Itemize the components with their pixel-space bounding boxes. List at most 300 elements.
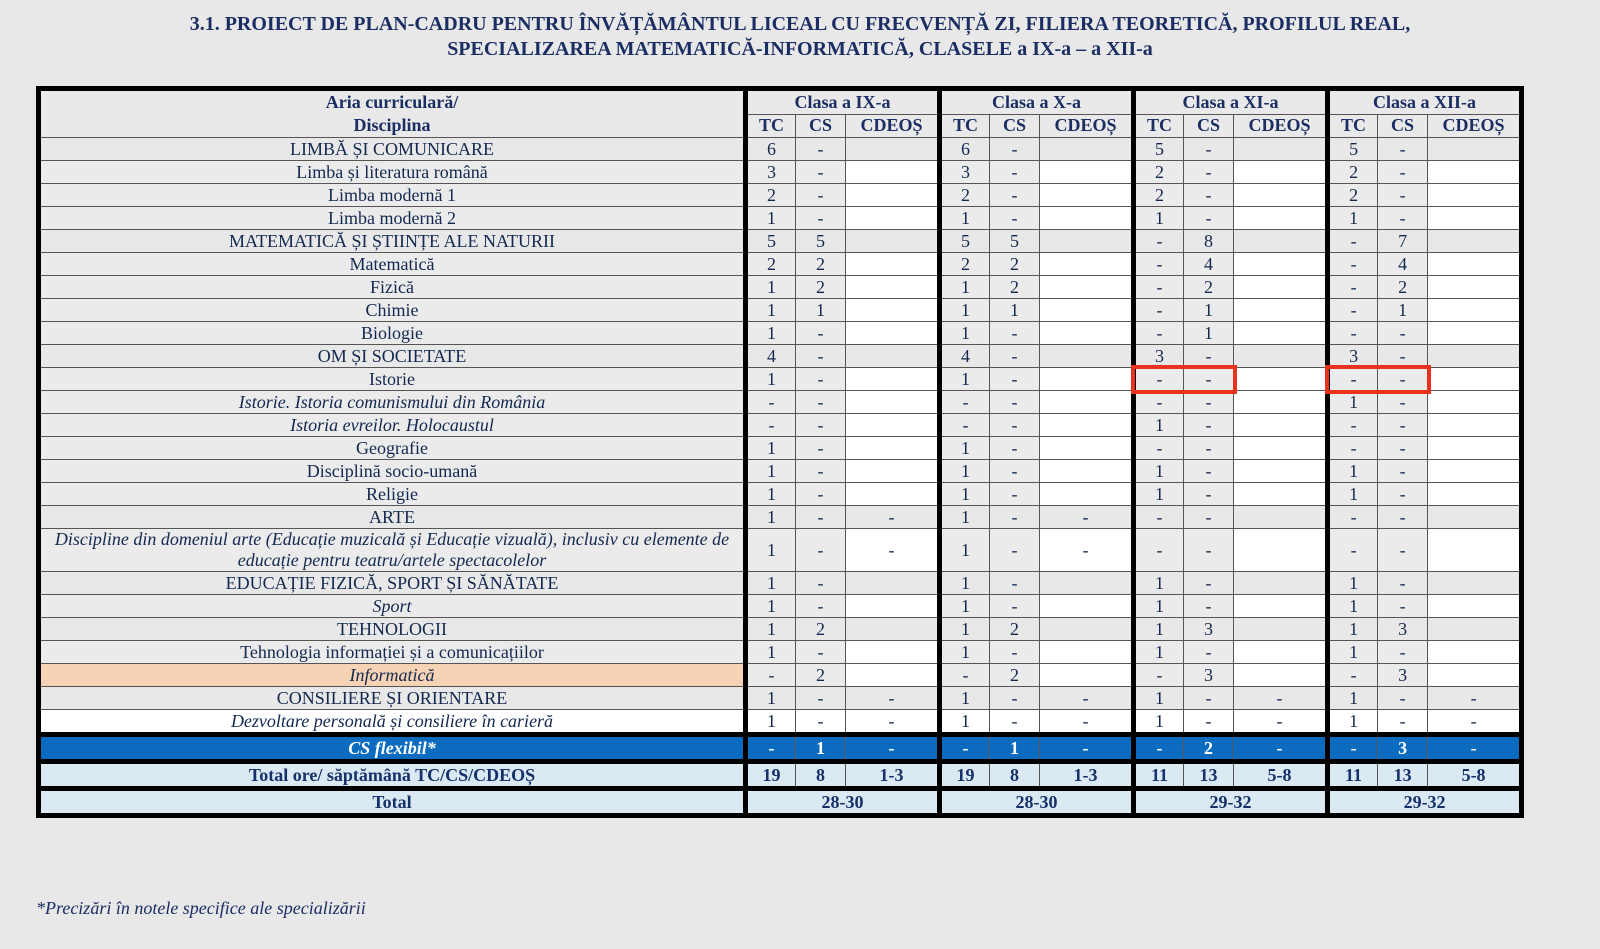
total-label: Total — [39, 789, 746, 816]
cell-cs: 8 — [990, 762, 1040, 789]
cell-cdeos: - — [1234, 735, 1328, 762]
cell-tc: 2 — [1134, 161, 1184, 184]
cell-cdeos — [1234, 207, 1328, 230]
cell-cs: - — [1184, 483, 1234, 506]
cell-tc: - — [940, 735, 990, 762]
row-label: CS flexibil* — [39, 735, 746, 762]
cell-cdeos — [846, 345, 940, 368]
class-header-xi: Clasa a XI-a — [1134, 89, 1328, 115]
cell-tc: - — [746, 735, 796, 762]
cell-tc: 1 — [1328, 641, 1378, 664]
row-label: Limba modernă 1 — [39, 184, 746, 207]
cell-cs: - — [796, 368, 846, 391]
row-label: EDUCAȚIE FIZICĂ, SPORT ȘI SĂNĂTATE — [39, 572, 746, 595]
cell-cs: - — [1184, 161, 1234, 184]
cell-cdeos — [1040, 184, 1134, 207]
cell-cdeos — [1040, 391, 1134, 414]
row-label: Fizică — [39, 276, 746, 299]
cell-cdeos — [1234, 184, 1328, 207]
cell-cdeos: - — [1234, 687, 1328, 710]
cell-tc: 1 — [1328, 595, 1378, 618]
sub-header-cs: CS — [796, 114, 846, 137]
cell-cs: 1 — [990, 735, 1040, 762]
cell-cdeos — [846, 391, 940, 414]
row-label: Istorie. Istoria comunismului din România — [39, 391, 746, 414]
cell-tc: 1 — [1134, 414, 1184, 437]
cell-cdeos — [1428, 664, 1522, 687]
cell-cs: - — [1378, 641, 1428, 664]
cell-tc: 1 — [940, 687, 990, 710]
cell-cs: 1 — [1184, 299, 1234, 322]
discipline-row — [39, 460, 1522, 483]
total-row — [39, 789, 1522, 816]
cell-cs: - — [1378, 414, 1428, 437]
cell-cdeos — [1428, 184, 1522, 207]
cell-cs: - — [1184, 595, 1234, 618]
cell-cdeos — [1428, 230, 1522, 253]
cell-cs: 2 — [1184, 276, 1234, 299]
sub-header-cdeos: CDEOȘ — [846, 114, 940, 137]
row-label: Discipline din domeniul arte (Educație muzicală și Educație vizuală), inclusiv cu elemente de educație pentru teatru/artele spectacolelor — [39, 529, 746, 572]
cell-tc: - — [1134, 368, 1184, 391]
cell-cs: - — [1378, 184, 1428, 207]
cell-cdeos: - — [1040, 710, 1134, 735]
discipline-row — [39, 664, 1522, 687]
cell-tc: - — [940, 664, 990, 687]
cell-cs: - — [990, 710, 1040, 735]
cell-tc: 1 — [1134, 618, 1184, 641]
cell-tc: 1 — [940, 618, 990, 641]
cell-cdeos: 5-8 — [1234, 762, 1328, 789]
total-xii: 29-32 — [1328, 789, 1522, 816]
cell-tc: 1 — [1328, 460, 1378, 483]
cell-cdeos — [1040, 253, 1134, 276]
cell-cs: 2 — [990, 253, 1040, 276]
cell-cdeos — [846, 322, 940, 345]
cell-cs: - — [1184, 641, 1234, 664]
cell-cdeos — [1040, 230, 1134, 253]
cell-tc: - — [746, 391, 796, 414]
cell-cs: - — [1184, 437, 1234, 460]
cell-tc: 1 — [1134, 710, 1184, 735]
cell-cdeos — [1234, 506, 1328, 529]
cell-cs: 3 — [1378, 664, 1428, 687]
cell-cdeos — [1234, 391, 1328, 414]
cell-cdeos — [1234, 529, 1328, 572]
cell-cs: 2 — [1184, 735, 1234, 762]
footnote: *Precizări în notele specifice ale specializării — [36, 898, 366, 918]
cell-cdeos — [1040, 322, 1134, 345]
sub-header-tc: TC — [940, 114, 990, 137]
discipline-row — [39, 207, 1522, 230]
cell-tc: - — [940, 391, 990, 414]
cell-cs: - — [1378, 345, 1428, 368]
cell-tc: - — [1328, 230, 1378, 253]
total-xi: 29-32 — [1134, 789, 1328, 816]
cell-cdeos — [1428, 368, 1522, 391]
cell-tc: - — [1134, 437, 1184, 460]
cell-cdeos — [1428, 161, 1522, 184]
cell-tc: - — [1134, 735, 1184, 762]
cell-cs: - — [1378, 529, 1428, 572]
cell-cdeos — [1234, 572, 1328, 595]
cell-cdeos — [1428, 572, 1522, 595]
cell-cdeos — [846, 437, 940, 460]
cell-cs: - — [1184, 345, 1234, 368]
cell-cs: - — [1378, 460, 1428, 483]
cs-flexibil-row — [39, 735, 1522, 762]
cell-cs: 2 — [796, 276, 846, 299]
cell-cdeos — [1040, 414, 1134, 437]
cell-cs: - — [990, 595, 1040, 618]
cell-cs: - — [1184, 529, 1234, 572]
cell-cs: - — [796, 595, 846, 618]
cell-cdeos: - — [846, 710, 940, 735]
sub-header-cdeos: CDEOȘ — [1040, 114, 1134, 137]
area-header — [39, 89, 746, 138]
cell-cdeos — [1040, 595, 1134, 618]
cell-cs: - — [1378, 710, 1428, 735]
row-label: Disciplină socio-umană — [39, 460, 746, 483]
cell-cdeos — [846, 184, 940, 207]
cell-cs: - — [1378, 138, 1428, 161]
sub-header-cs: CS — [1378, 114, 1428, 137]
cell-cs: - — [1378, 687, 1428, 710]
cell-cs: 2 — [1378, 276, 1428, 299]
cell-cs: - — [990, 572, 1040, 595]
cell-tc: 1 — [940, 595, 990, 618]
cell-cs: - — [1378, 322, 1428, 345]
cell-cdeos — [846, 161, 940, 184]
cell-tc: - — [1328, 299, 1378, 322]
cell-cdeos — [1234, 460, 1328, 483]
cell-cs: 1 — [796, 299, 846, 322]
cell-cs: - — [796, 572, 846, 595]
discipline-row — [39, 299, 1522, 322]
cell-cdeos — [1428, 391, 1522, 414]
cell-cdeos — [1428, 322, 1522, 345]
cell-cdeos — [1040, 572, 1134, 595]
cell-cdeos — [846, 641, 940, 664]
cell-cdeos — [1234, 414, 1328, 437]
cell-tc: - — [1328, 368, 1378, 391]
cell-cs: 1 — [990, 299, 1040, 322]
row-label: ARTE — [39, 506, 746, 529]
cell-cdeos — [1428, 595, 1522, 618]
cell-cs: 8 — [1184, 230, 1234, 253]
cell-cdeos — [1428, 641, 1522, 664]
cell-cdeos — [1040, 460, 1134, 483]
cell-cdeos — [1428, 460, 1522, 483]
cell-cs: 8 — [796, 762, 846, 789]
cell-cs: - — [1378, 506, 1428, 529]
cell-cs: - — [1378, 595, 1428, 618]
cell-tc: 5 — [1134, 138, 1184, 161]
cell-cdeos — [1234, 368, 1328, 391]
cell-tc: 1 — [1134, 483, 1184, 506]
cell-cs: - — [990, 184, 1040, 207]
cell-cdeos — [846, 138, 940, 161]
cell-cs: 2 — [796, 618, 846, 641]
cell-cs: 4 — [1184, 253, 1234, 276]
cell-cs: 7 — [1378, 230, 1428, 253]
class-header-xii: Clasa a XII-a — [1328, 89, 1522, 115]
cell-tc: 1 — [746, 483, 796, 506]
row-label: TEHNOLOGII — [39, 618, 746, 641]
row-label: Biologie — [39, 322, 746, 345]
cell-cs: - — [990, 506, 1040, 529]
curriculum-table — [36, 86, 1524, 818]
sub-header-tc: TC — [1134, 114, 1184, 137]
group-row — [39, 572, 1522, 595]
cell-cdeos — [1234, 138, 1328, 161]
group-row — [39, 687, 1522, 710]
cell-tc: 1 — [1328, 618, 1378, 641]
cell-tc: - — [1328, 322, 1378, 345]
cell-tc: 1 — [746, 460, 796, 483]
cell-cdeos — [1040, 161, 1134, 184]
row-label: Matematică — [39, 253, 746, 276]
cell-cs: 5 — [990, 230, 1040, 253]
discipline-row — [39, 414, 1522, 437]
cell-tc: 1 — [746, 687, 796, 710]
cell-cdeos — [1040, 641, 1134, 664]
cell-cs: - — [1378, 391, 1428, 414]
sub-header-tc: TC — [1328, 114, 1378, 137]
discipline-row — [39, 529, 1522, 572]
cell-cs: - — [1184, 572, 1234, 595]
cell-cs: - — [1184, 368, 1234, 391]
cell-tc: 1 — [746, 368, 796, 391]
cell-cdeos — [1234, 253, 1328, 276]
cell-tc: 1 — [746, 299, 796, 322]
cell-tc: 1 — [1328, 572, 1378, 595]
cell-tc: 5 — [1328, 138, 1378, 161]
cell-cdeos — [1428, 506, 1522, 529]
cell-tc: 11 — [1134, 762, 1184, 789]
weekly-total-row — [39, 762, 1522, 789]
cell-tc: 1 — [746, 641, 796, 664]
cell-tc: 1 — [746, 595, 796, 618]
cell-cs: - — [1378, 437, 1428, 460]
cell-tc: - — [1328, 253, 1378, 276]
cell-tc: 1 — [746, 572, 796, 595]
cell-tc: 1 — [1328, 710, 1378, 735]
cell-tc: - — [1328, 414, 1378, 437]
cell-tc: 2 — [1134, 184, 1184, 207]
cell-cdeos — [1040, 618, 1134, 641]
discipline-row — [39, 253, 1522, 276]
group-row — [39, 230, 1522, 253]
cell-cdeos — [1234, 276, 1328, 299]
row-label: Limba și literatura română — [39, 161, 746, 184]
cell-cs: 5 — [796, 230, 846, 253]
cell-cs: - — [1184, 414, 1234, 437]
cell-tc: - — [1134, 299, 1184, 322]
cell-cs: - — [1378, 483, 1428, 506]
cell-tc: 2 — [940, 253, 990, 276]
cell-tc: 3 — [1134, 345, 1184, 368]
cell-cdeos: - — [1040, 506, 1134, 529]
cell-cs: - — [990, 138, 1040, 161]
cell-cs: - — [990, 483, 1040, 506]
cell-cs: - — [796, 391, 846, 414]
class-header-ix: Clasa a IX-a — [746, 89, 940, 115]
cell-tc: 1 — [746, 618, 796, 641]
cell-tc: 5 — [940, 230, 990, 253]
cell-cs: - — [1378, 368, 1428, 391]
cell-cdeos — [846, 618, 940, 641]
cell-cdeos — [1234, 299, 1328, 322]
group-row — [39, 138, 1522, 161]
cell-cdeos — [1428, 138, 1522, 161]
cell-cs: 2 — [990, 276, 1040, 299]
cell-cs: - — [990, 207, 1040, 230]
cell-tc: 1 — [1134, 687, 1184, 710]
cell-cs: - — [1184, 184, 1234, 207]
cell-cs: - — [1184, 207, 1234, 230]
cell-cdeos — [1040, 345, 1134, 368]
cell-tc: 1 — [746, 529, 796, 572]
cell-tc: 3 — [746, 161, 796, 184]
row-label: Dezvoltare personală și consiliere în carieră — [39, 710, 746, 735]
cell-cdeos — [1428, 345, 1522, 368]
class-header-x: Clasa a X-a — [940, 89, 1134, 115]
cell-cs: - — [796, 460, 846, 483]
row-label: Istorie — [39, 368, 746, 391]
cell-cdeos: - — [1428, 710, 1522, 735]
cell-tc: - — [1134, 322, 1184, 345]
cell-tc: - — [940, 414, 990, 437]
cell-tc: 1 — [1134, 595, 1184, 618]
cell-cdeos — [1040, 664, 1134, 687]
cell-cs: - — [1184, 710, 1234, 735]
cell-cs: - — [796, 687, 846, 710]
sub-header-tc: TC — [746, 114, 796, 137]
cell-cdeos — [1234, 595, 1328, 618]
cell-cdeos — [1428, 618, 1522, 641]
cell-cdeos: - — [846, 687, 940, 710]
cell-cdeos: - — [846, 735, 940, 762]
cell-cdeos — [1234, 664, 1328, 687]
cell-tc: 1 — [746, 207, 796, 230]
cell-cs: - — [796, 437, 846, 460]
cell-tc: 1 — [940, 299, 990, 322]
cell-tc: 6 — [746, 138, 796, 161]
row-label: Total ore/ săptămână TC/CS/CDEOȘ — [39, 762, 746, 789]
cell-cs: 2 — [796, 664, 846, 687]
cell-cdeos — [1234, 230, 1328, 253]
discipline-row — [39, 368, 1522, 391]
cell-cs: - — [796, 529, 846, 572]
cell-cs: 3 — [1378, 735, 1428, 762]
cell-cs: - — [1378, 572, 1428, 595]
discipline-row — [39, 710, 1522, 735]
cell-cs: 4 — [1378, 253, 1428, 276]
cell-cdeos — [1040, 207, 1134, 230]
cell-cdeos — [1428, 483, 1522, 506]
row-label: Religie — [39, 483, 746, 506]
cell-cs: - — [990, 391, 1040, 414]
cell-tc: 1 — [746, 506, 796, 529]
cell-cs: 2 — [796, 253, 846, 276]
cell-cdeos — [846, 414, 940, 437]
cell-cdeos — [1428, 253, 1522, 276]
cell-tc: 4 — [940, 345, 990, 368]
cell-tc: - — [1328, 529, 1378, 572]
cell-cs: - — [796, 506, 846, 529]
row-label: Chimie — [39, 299, 746, 322]
cell-cs: - — [1184, 138, 1234, 161]
cell-cdeos — [1040, 276, 1134, 299]
cell-tc: 1 — [1328, 391, 1378, 414]
cell-tc: 1 — [940, 207, 990, 230]
cell-cdeos — [1234, 322, 1328, 345]
discipline-row — [39, 322, 1522, 345]
cell-cdeos — [1428, 299, 1522, 322]
cell-cdeos — [1234, 483, 1328, 506]
cell-cdeos: - — [1428, 687, 1522, 710]
cell-cs: - — [796, 161, 846, 184]
header-row-classes — [39, 89, 1522, 115]
cell-cdeos: - — [846, 529, 940, 572]
discipline-row — [39, 483, 1522, 506]
cell-tc: - — [1134, 506, 1184, 529]
cell-cdeos — [846, 664, 940, 687]
cell-cdeos — [1234, 161, 1328, 184]
cell-tc: 1 — [1134, 207, 1184, 230]
discipline-row — [39, 641, 1522, 664]
table-body — [39, 138, 1522, 789]
cell-cs: - — [990, 641, 1040, 664]
cell-cdeos — [846, 230, 940, 253]
cell-cdeos — [1234, 345, 1328, 368]
cell-cs: - — [1184, 687, 1234, 710]
cell-tc: 6 — [940, 138, 990, 161]
cell-tc: 1 — [940, 322, 990, 345]
cell-cdeos: 1-3 — [1040, 762, 1134, 789]
cell-tc: 3 — [940, 161, 990, 184]
cell-cdeos — [846, 207, 940, 230]
cell-cdeos — [1040, 138, 1134, 161]
row-label: MATEMATICĂ ȘI ȘTIINȚE ALE NATURII — [39, 230, 746, 253]
row-label: Sport — [39, 595, 746, 618]
cell-cs: - — [796, 138, 846, 161]
cell-cdeos: - — [1040, 687, 1134, 710]
cell-tc: - — [1134, 664, 1184, 687]
cell-cs: - — [1184, 391, 1234, 414]
cell-tc: 1 — [1134, 572, 1184, 595]
cell-tc: - — [1328, 276, 1378, 299]
cell-cs: - — [990, 161, 1040, 184]
cell-cdeos: 1-3 — [846, 762, 940, 789]
cell-tc: 1 — [940, 460, 990, 483]
cell-tc: 5 — [746, 230, 796, 253]
cell-tc: 2 — [1328, 184, 1378, 207]
cell-cs: 3 — [1184, 618, 1234, 641]
cell-cs: - — [990, 345, 1040, 368]
cell-tc: 1 — [1328, 483, 1378, 506]
cell-tc: 1 — [746, 437, 796, 460]
area-header-line2: Disciplina — [353, 115, 431, 135]
cell-cdeos — [1428, 276, 1522, 299]
cell-cdeos — [1234, 437, 1328, 460]
sub-header-cs: CS — [1184, 114, 1234, 137]
cell-cs: 13 — [1184, 762, 1234, 789]
cell-cs: 1 — [1184, 322, 1234, 345]
cell-cdeos — [1040, 437, 1134, 460]
cell-cs: - — [990, 322, 1040, 345]
